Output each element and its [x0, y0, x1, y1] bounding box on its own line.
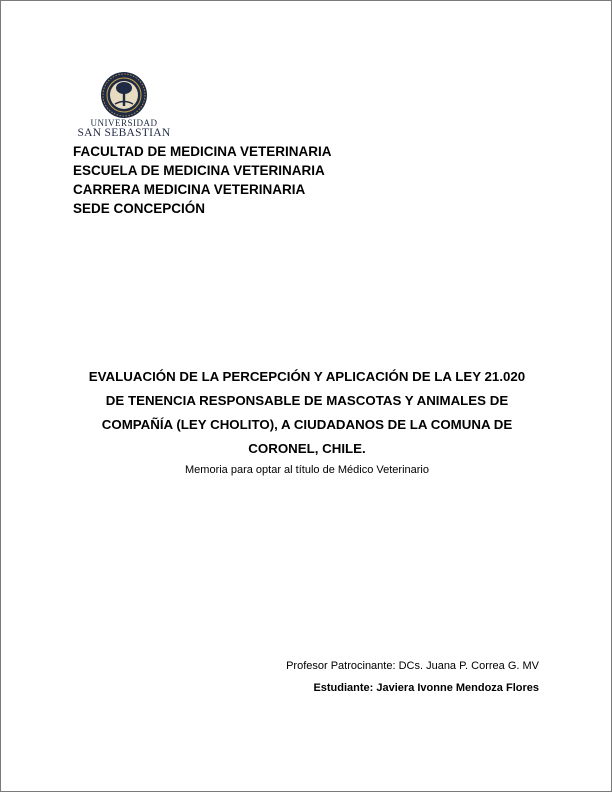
thesis-title — [61, 365, 553, 461]
campus-line: SEDE CONCEPCIÓN — [73, 201, 206, 216]
title-line: CORONEL, CHILE. — [248, 441, 366, 456]
title-line: DE TENENCIA RESPONSABLE DE MASCOTAS Y ANIMALES DE — [105, 393, 509, 408]
faculty-heading — [73, 142, 332, 218]
logo-text-name: SAN SEBASTIAN — [77, 127, 171, 139]
title-line: EVALUACIÓN DE LA PERCEPCIÓN Y APLICACIÓN DE LA LEY 21.020 — [88, 369, 526, 384]
school-line: ESCUELA DE MEDICINA VETERINARIA — [73, 163, 325, 178]
thesis-subtitle: Memoria para optar al título de Médico Veterinario — [185, 464, 429, 476]
university-logo — [73, 71, 175, 141]
faculty-line: FACULTAD DE MEDICINA VETERINARIA — [73, 144, 332, 159]
logo-text-university: UNIVERSIDAD — [90, 118, 158, 128]
student-name: Estudiante: Javiera Ivonne Mendoza Flores — [313, 682, 539, 694]
sponsor-professor: Profesor Patrocinante: DCs. Juana P. Correa G. MV — [286, 660, 539, 672]
career-line: CARRERA MEDICINA VETERINARIA — [73, 182, 306, 197]
university-seal-icon — [100, 71, 148, 119]
title-line: COMPAÑÍA (LEY CHOLITO), A CIUDADANOS DE LA COMUNA DE — [101, 417, 513, 432]
